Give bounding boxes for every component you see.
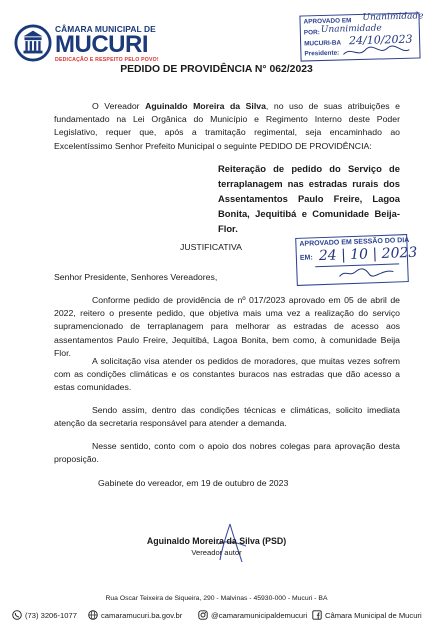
justification-heading: JUSTIFICATIVA — [180, 242, 242, 252]
body-paragraph-1 — [54, 294, 400, 360]
intro-text: , no uso de suas atribuições e fundamentado na Lei Orgânica do Município e Regimento Interno deste Poder Legislativo, requer que, após a tramitação regimental, seja encaminhado ao Excelentíssimo Senhor Prefeito Municipal o seguinte PEDIDO DE PROVIDÊNCIA: — [54, 101, 400, 151]
brand-name: MUCURI — [55, 31, 148, 58]
footer-instagram-text: @camaramunicipaldemucuri — [211, 610, 308, 620]
intro-author: Aguinaldo Moreira da Silva — [145, 101, 266, 111]
stamp-approved-label: APROVADO EM — [303, 17, 352, 26]
salutation-text: Senhor Presidente, Senhores Vereadores, — [54, 272, 218, 282]
approval-stamp — [299, 11, 424, 61]
phone-icon — [12, 610, 22, 620]
stamp-approved-handwriting: Unanimidade — [362, 11, 424, 23]
paragraph-2-text: A solicitação visa atender os pedidos de moradores, que muitas vezes sofrem com as condições climáticas e os constantes buracos nas estradas que dão acesso a estas comunidades. — [54, 356, 400, 393]
footer-phone-text: (73) 3206-1077 — [25, 610, 77, 620]
president-signature-icon — [341, 45, 411, 59]
footer-facebook[interactable] — [312, 610, 422, 620]
stamp-city-label: MUCURI-BA — [304, 39, 342, 48]
brand-top-line: CÂMARA MUNICIPAL DE — [55, 24, 156, 34]
instagram-icon — [198, 610, 208, 620]
stamp-por-label: POR: — [303, 29, 320, 37]
stamp-por-handwriting: Unanimidade — [320, 23, 382, 36]
author-name: Aguinaldo Moreira da Silva (PSD) — [146, 536, 287, 546]
paragraph-4-text: Nesse sentido, conto com o apoio dos nobres colegas para aprovação desta proposição. — [54, 441, 400, 465]
footer-site[interactable] — [88, 610, 182, 620]
session-stamp-date: 24 | 10 | 2023 — [318, 244, 418, 265]
brand-tagline: DEDICAÇÃO E RESPEITO PELO POVO! — [55, 57, 159, 63]
paragraph-3-text: Sendo assim, dentro das condições técnicas e climáticas, solicito imediata atenção da secretaria responsável para atender a demanda. — [54, 405, 400, 429]
salutation — [54, 271, 400, 284]
stamp-date-handwriting: 24/10/2023 — [348, 32, 413, 48]
session-stamp-title: APROVADO EM SESSÃO DO DIA — [299, 236, 410, 248]
session-stamp-em-label: EM: — [299, 254, 313, 262]
footer-address: Rua Oscar Teixeira de Siqueira, 290 - Malvinas - 45930-000 - Mucuri - BA — [105, 595, 328, 602]
paragraph-1-text: Conforme pedido de providência de nº 017/2023 aprovado em 05 de abril de 2022, reitero o presente pedido, que objetiva mais uma vez a realização do serviço supramencionado de terraplanagem para melhorar as estradas de acesso aos assentamentos Paulo Freire, Jequitibá, Lagoa Bonita, bem como, à comunidade Beija Flor. — [54, 295, 400, 358]
facebook-icon — [312, 610, 322, 620]
chamber-brand — [55, 24, 159, 63]
intro-prefix: O Vereador — [92, 101, 140, 111]
intro-paragraph — [54, 100, 400, 153]
document-title: PEDIDO DE PROVIDÊNCIA N° 062/2023 — [120, 64, 313, 75]
footer-phone — [12, 610, 77, 620]
author-role: Vereador autor — [191, 548, 242, 557]
chamber-logo-icon — [14, 24, 52, 62]
body-paragraph-2 — [54, 355, 400, 395]
footer-facebook-text: Câmara Municipal de Mucuri — [325, 610, 422, 620]
body-paragraph-3 — [54, 404, 400, 430]
globe-icon — [88, 610, 98, 620]
footer-instagram[interactable] — [198, 610, 307, 620]
body-paragraph-4 — [54, 440, 400, 466]
request-subject: Reiteração de pedido do Serviço de terraplanagem nas estradas rurais dos Assentamentos Paulo Freire, Lagoa Bonita, Jequitibá e Comunidade Beija-Flor. — [218, 163, 400, 234]
footer-contacts — [8, 610, 428, 622]
closing-text: Gabinete do vereador, em 19 de outubro de 2023 — [98, 478, 289, 488]
footer-site-text: camaramucuri.ba.gov.br — [101, 610, 183, 620]
stamp-president-label: Presidente: — [304, 49, 340, 58]
closing-line — [54, 477, 400, 490]
